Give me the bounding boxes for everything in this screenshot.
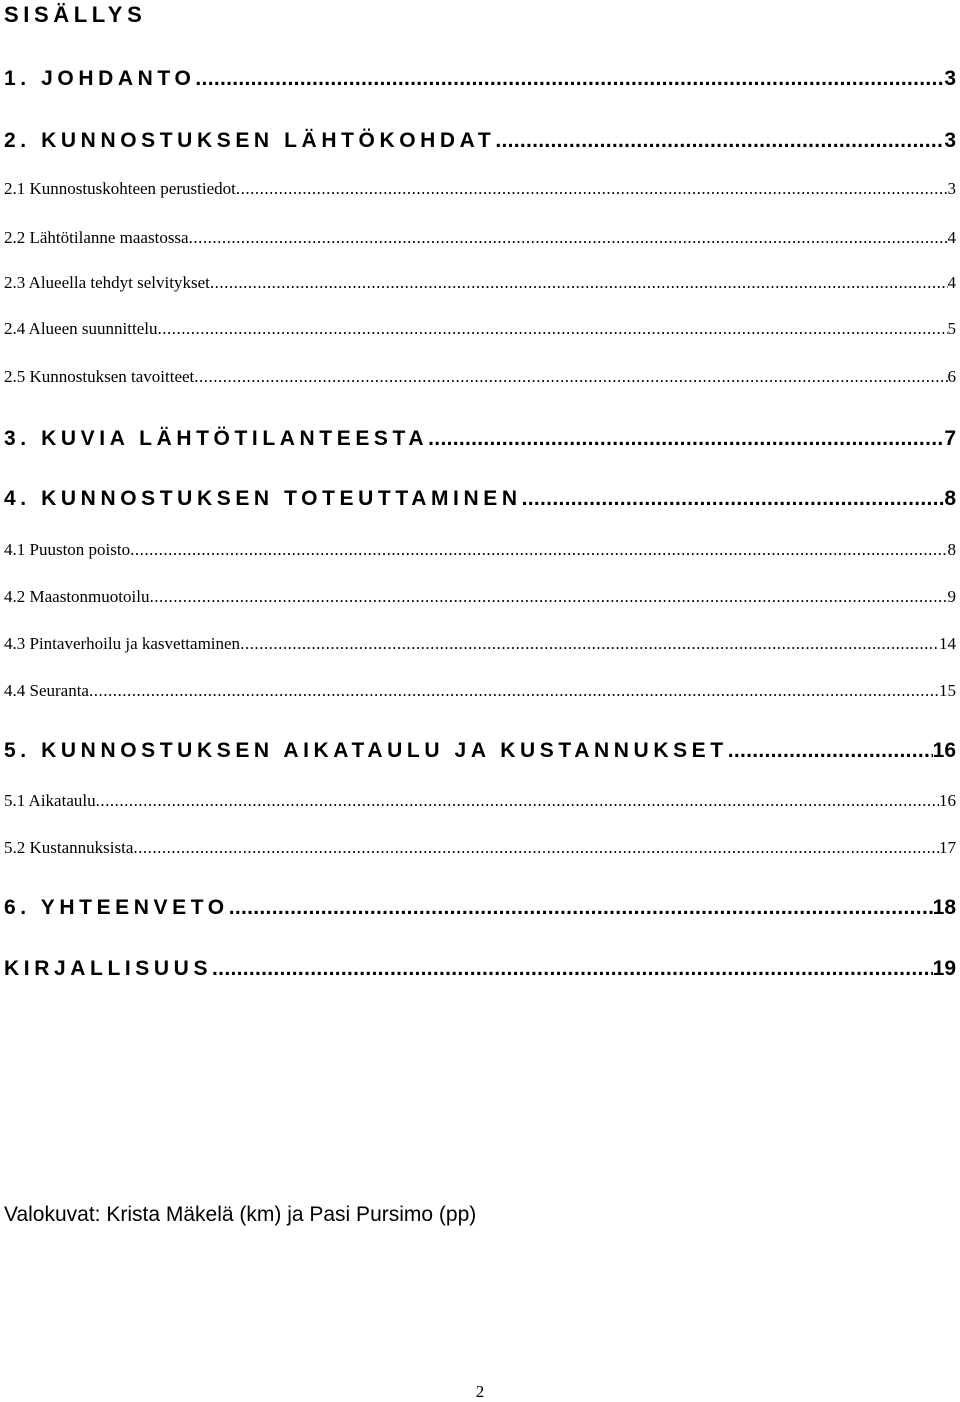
toc-entry-label: 2.1 Kunnostuskohteen perustiedot <box>4 179 236 198</box>
toc-entry-label: 2.5 Kunnostuksen tavoitteet <box>4 367 195 386</box>
toc-entry-lahtotilanne <box>4 227 956 249</box>
toc-entry-seuranta <box>4 680 956 702</box>
dot-leader <box>212 956 933 982</box>
dot-leader <box>130 539 947 561</box>
toc-entry-perustiedot <box>4 178 956 200</box>
toc-entry-aikataulu-kustannukset <box>4 738 956 764</box>
toc-entry-page: 3 <box>944 67 956 90</box>
toc-entry-page: 8 <box>947 540 956 559</box>
toc-entry-page: 16 <box>939 791 956 810</box>
dot-leader <box>428 426 944 452</box>
toc-entry-suunnittelu <box>4 318 956 340</box>
toc-entry-lahtokohdat <box>4 128 956 154</box>
toc-entry-label: 2. KUNNOSTUKSEN LÄHTÖKOHDAT <box>4 129 496 152</box>
toc-entry-page: 14 <box>939 634 956 653</box>
toc-entry-kustannuksista <box>4 837 956 859</box>
dot-leader <box>89 680 939 702</box>
toc-entry-aikataulu <box>4 790 956 812</box>
toc-entry-label: 5. KUNNOSTUKSEN AIKATAULU JA KUSTANNUKSET <box>4 739 728 762</box>
toc-entry-label: 4.2 Maastonmuotoilu <box>4 587 150 606</box>
toc-entry-page: 19 <box>932 957 956 980</box>
dot-leader <box>728 738 933 764</box>
dot-leader <box>240 633 939 655</box>
photo-credits: Valokuvat: Krista Mäkelä (km) ja Pasi Pursimo (pp) <box>4 1203 477 1226</box>
toc-entry-page: 3 <box>944 129 956 152</box>
dot-leader <box>189 227 948 249</box>
dot-leader <box>495 128 944 154</box>
dot-leader <box>96 790 939 812</box>
toc-entry-page: 15 <box>939 681 956 700</box>
toc-entry-label: KIRJALLISUUS <box>4 957 213 980</box>
toc-entry-toteuttaminen <box>4 486 956 512</box>
toc-entry-label: 4. KUNNOSTUKSEN TOTEUTTAMINEN <box>4 487 522 510</box>
toc-entry-page: 7 <box>944 427 956 450</box>
toc-entry-kuvia <box>4 426 956 452</box>
toc-entry-page: 4 <box>947 273 956 292</box>
dot-leader <box>210 272 948 294</box>
page-number: 2 <box>475 1382 485 1401</box>
toc-entry-label: 5.1 Aikataulu <box>4 791 96 810</box>
dot-leader <box>149 586 947 608</box>
toc-entry-label: 3. KUVIA LÄHTÖTILANTEESTA <box>4 427 429 450</box>
dot-leader <box>194 366 947 388</box>
toc-entry-label: 2.4 Alueen suunnittelu <box>4 319 158 338</box>
toc-title: SISÄLLYS <box>4 2 147 27</box>
toc-entry-page: 18 <box>932 896 956 919</box>
toc-entry-label: 6. YHTEENVETO <box>4 896 229 919</box>
toc-entry-page: 8 <box>944 487 956 510</box>
dot-leader <box>236 178 948 200</box>
dot-leader <box>229 895 933 921</box>
toc-entry-page: 5 <box>947 319 956 338</box>
toc-entry-label: 5.2 Kustannuksista <box>4 838 134 857</box>
toc-entry-label: 2.2 Lähtötilanne maastossa <box>4 228 189 247</box>
toc-entry-page: 17 <box>939 838 956 857</box>
toc-entry-pintaverhoilu <box>4 633 956 655</box>
toc-entry-label: 4.1 Puuston poisto <box>4 540 131 559</box>
toc-entry-page: 9 <box>947 587 956 606</box>
dot-leader <box>522 486 945 512</box>
toc-entry-tavoitteet <box>4 366 956 388</box>
toc-entry-page: 3 <box>947 179 956 198</box>
toc-entry-yhteenveto <box>4 895 956 921</box>
toc-entry-label: 4.4 Seuranta <box>4 681 89 700</box>
dot-leader <box>195 66 944 92</box>
dot-leader <box>157 318 947 340</box>
toc-entry-puuston-poisto <box>4 539 956 561</box>
toc-entry-page: 4 <box>947 228 956 247</box>
toc-entry-label: 2.3 Alueella tehdyt selvitykset <box>4 273 210 292</box>
toc-entry-johdanto <box>4 66 956 92</box>
toc-entry-kirjallisuus <box>4 956 956 982</box>
toc-entry-selvitykset <box>4 272 956 294</box>
toc-entry-maastonmuotoilu <box>4 586 956 608</box>
toc-entry-label: 1. JOHDANTO <box>4 67 196 90</box>
dot-leader <box>133 837 939 859</box>
toc-entry-page: 16 <box>932 739 956 762</box>
toc-entry-label: 4.3 Pintaverhoilu ja kasvettaminen <box>4 634 241 653</box>
toc-entry-page: 6 <box>947 367 956 386</box>
